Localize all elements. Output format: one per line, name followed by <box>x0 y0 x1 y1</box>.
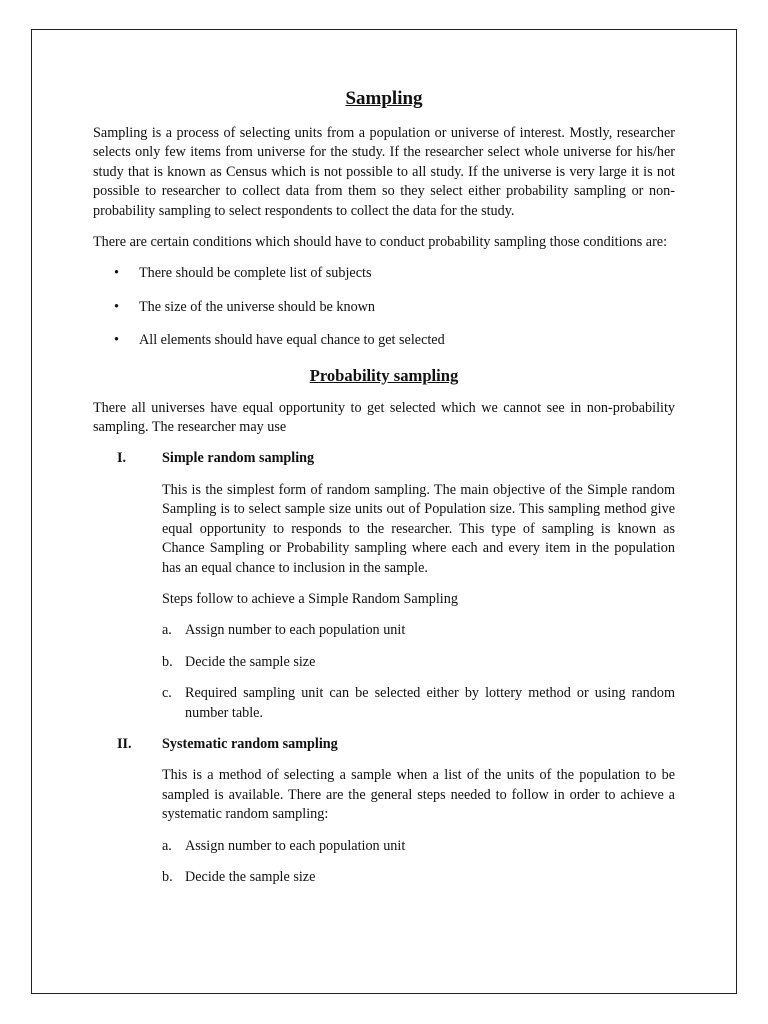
list-item-text: All elements should have equal chance to get selected <box>139 332 445 349</box>
probability-intro: There all universes have equal opportunity to get selected which we cannot see in non-probability sampling. The researcher may use <box>93 399 675 436</box>
section-paragraph: This is the simplest form of random sampling. The main objective of the Simple random Sampling is to select sample size units out of Population size. This sampling method give equal opportunity to responds to the researcher. This type of sampling is known as Chance Sampling or Probability sampling where each and every item in the population has an equal chance to inclusion in the sample. <box>162 481 675 576</box>
step-text: Assign number to each population unit <box>185 622 406 639</box>
list-item <box>162 837 675 856</box>
section-numeral: I. <box>117 450 127 467</box>
section-numeral: II. <box>117 735 132 752</box>
step-label: b. <box>162 653 173 670</box>
conditions-intro: There are certain conditions which should have to conduct probability sampling those conditions are: <box>93 234 668 251</box>
section-simple-random <box>93 449 675 722</box>
step-label: a. <box>162 622 172 639</box>
section-systematic-random <box>93 735 675 887</box>
conditions-list <box>93 264 675 350</box>
steps-list <box>162 837 675 888</box>
section-title: Simple random sampling <box>162 450 315 467</box>
section-title: Systematic random sampling <box>162 735 338 752</box>
list-item-text: There should be complete list of subjects <box>139 265 372 282</box>
step-text: Required sampling unit can be selected either by lottery method or using random number table. <box>185 685 675 721</box>
list-item <box>162 868 675 887</box>
bullet-icon: • <box>114 298 119 315</box>
step-text: Assign number to each population unit <box>185 837 406 854</box>
list-item <box>162 684 675 723</box>
section-paragraph: Steps follow to achieve a Simple Random Sampling <box>162 590 458 607</box>
step-label: c. <box>162 685 172 702</box>
intro-paragraph: Sampling is a process of selecting units from a population or universe of interest. Mostly, researcher selects only few items from universe for the study. If the researcher select whole universe for his/her study that is known as Census which is not possible to all study. If the universe is very large it is not possible to researcher to collect data from them so they select either probability sampling or non-probability sampling to select respondents to collect the data for the study. <box>93 125 675 219</box>
document-content <box>93 86 675 899</box>
bullet-icon: • <box>114 332 119 349</box>
list-item <box>93 331 675 350</box>
step-label: a. <box>162 837 172 854</box>
step-text: Decide the sample size <box>185 653 316 670</box>
steps-list <box>162 621 675 723</box>
section-paragraph: This is a method of selecting a sample when a list of the units of the population to be sampled is available. There are the general steps needed to follow in order to achieve a systematic random sampling: <box>162 767 675 823</box>
list-item <box>162 653 675 672</box>
list-item <box>93 264 675 283</box>
list-item <box>93 298 675 317</box>
step-text: Decide the sample size <box>185 868 316 885</box>
step-label: b. <box>162 868 173 885</box>
list-item <box>162 621 675 640</box>
page-title: Sampling <box>345 88 423 109</box>
bullet-icon: • <box>114 265 119 282</box>
list-item-text: The size of the universe should be known <box>139 298 376 315</box>
section-heading: Probability sampling <box>309 365 459 385</box>
